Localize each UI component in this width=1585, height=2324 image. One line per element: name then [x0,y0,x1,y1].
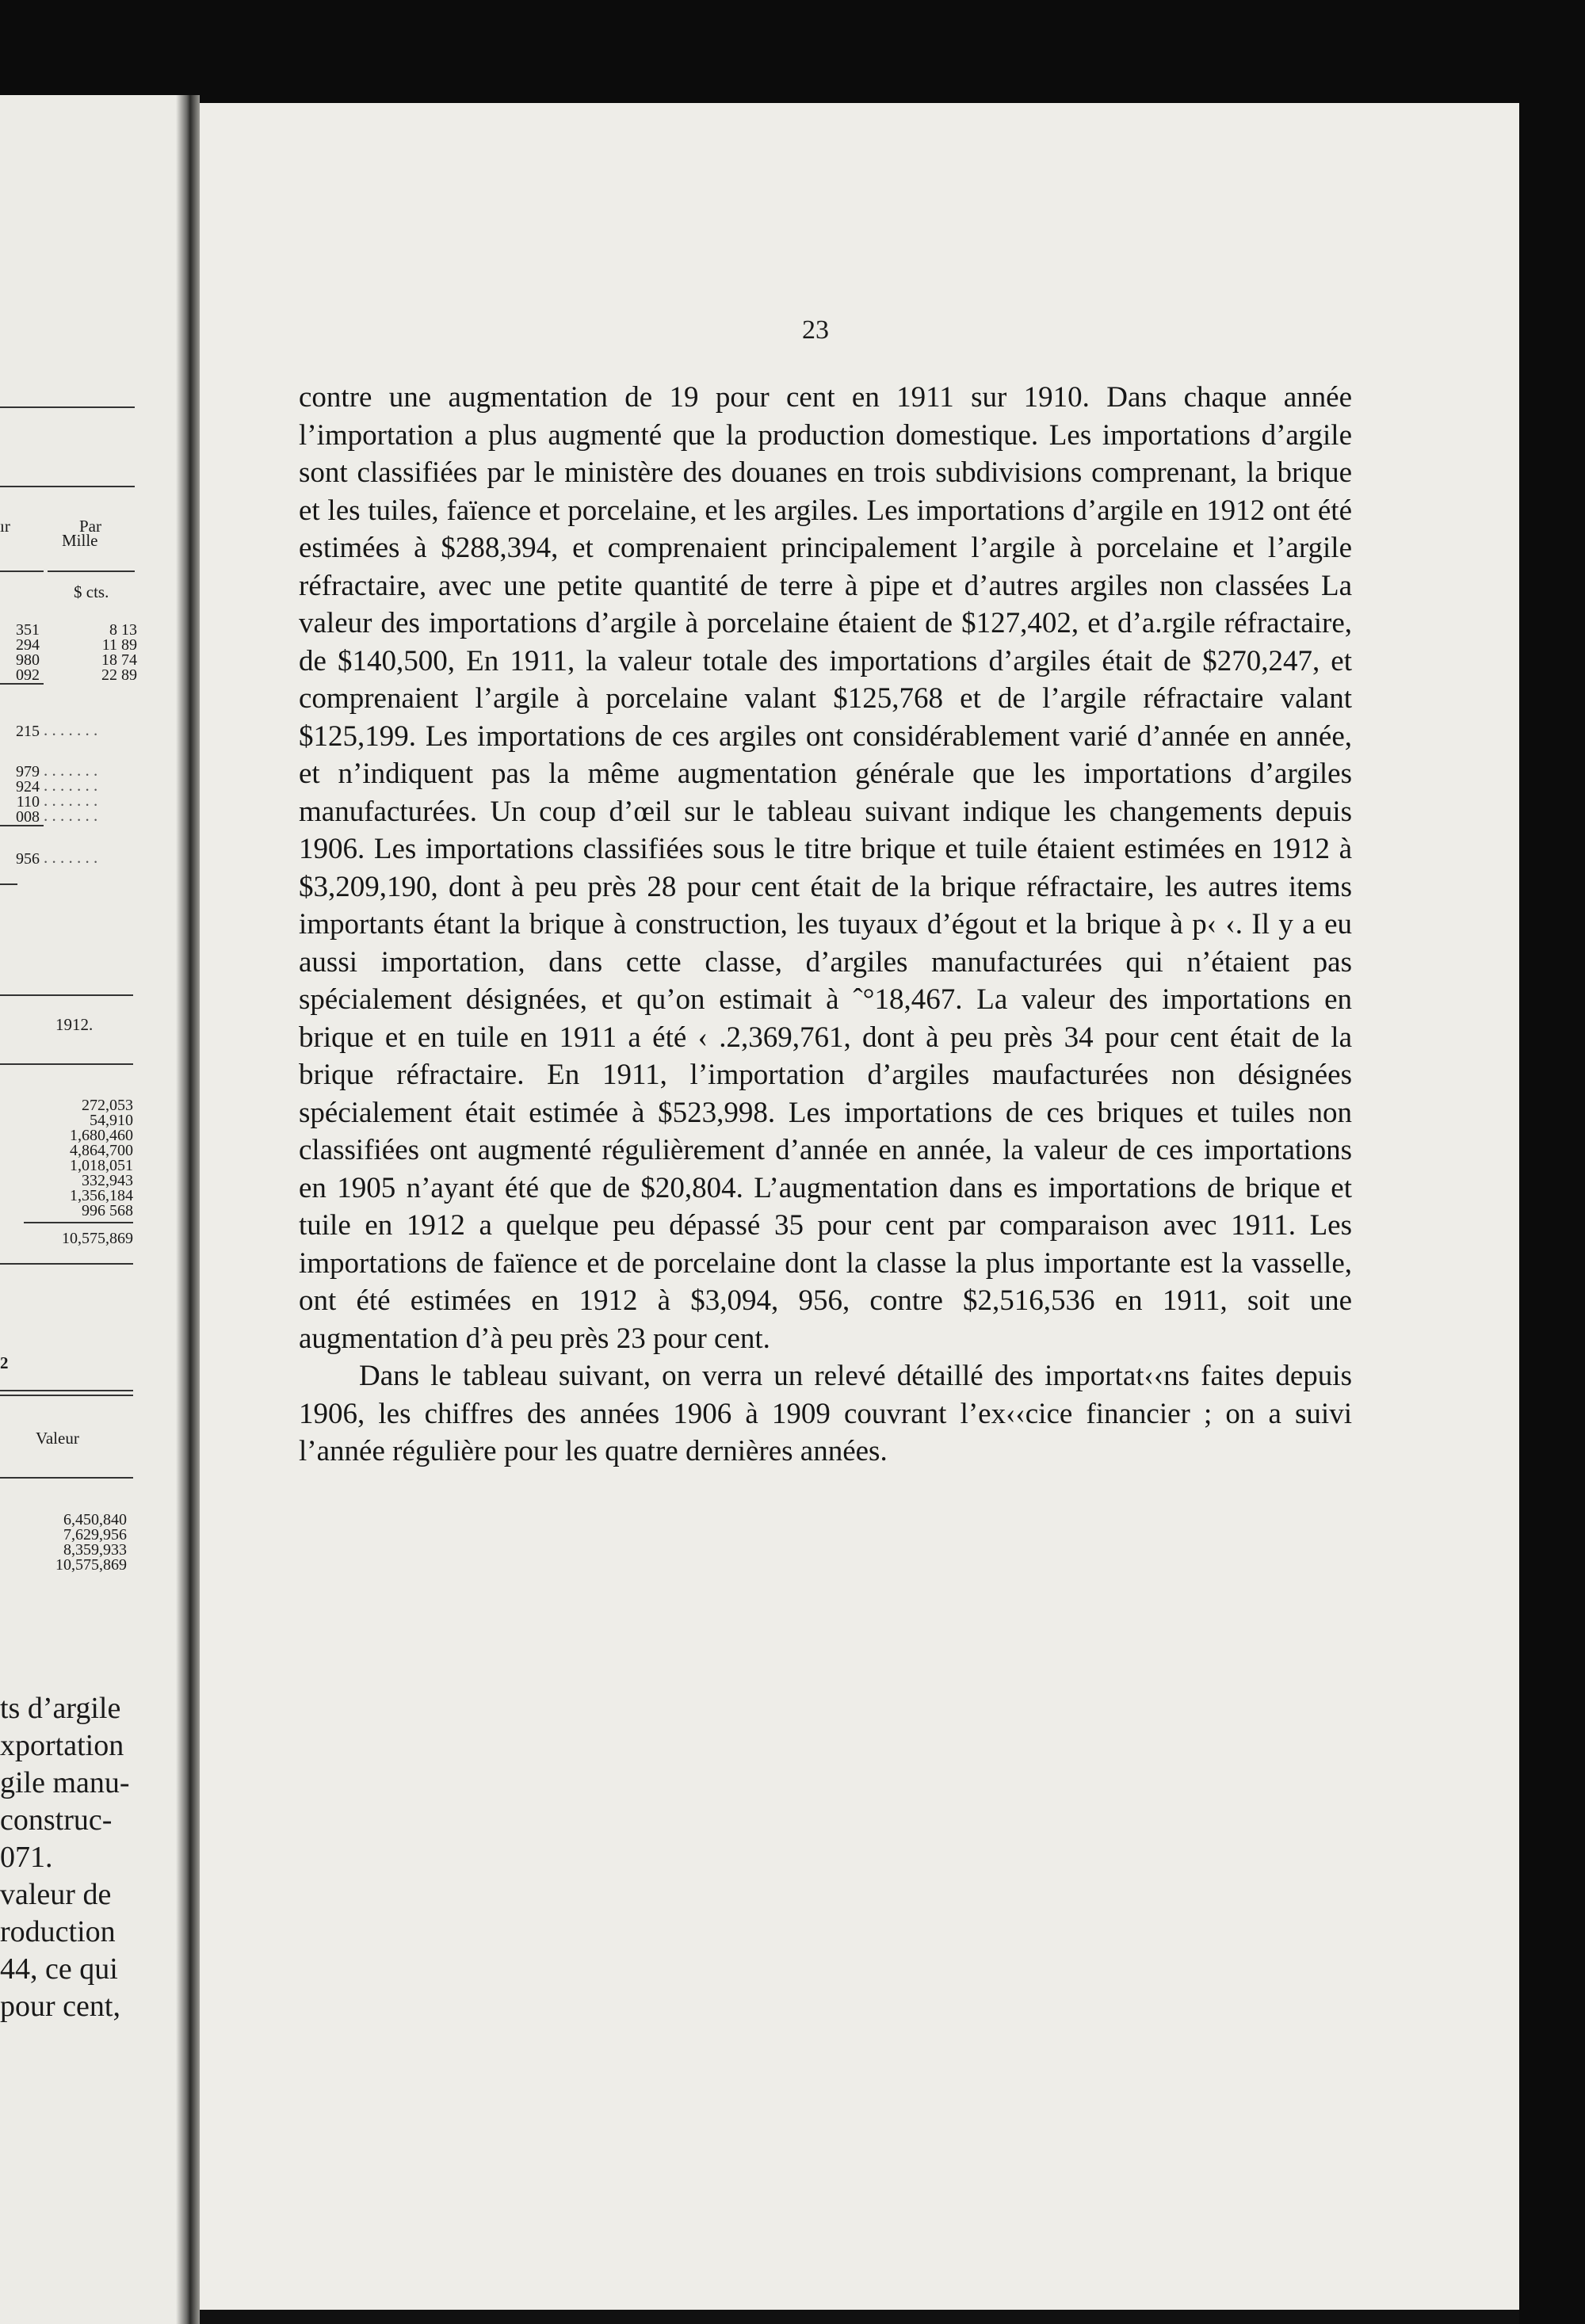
left-unit-row: $ cts. [74,582,109,601]
left-cell: 4,864,700 [70,1142,133,1159]
left-cell: 8 13 [109,621,137,639]
left-cell: 979 [16,763,40,780]
left-leader-dots: . . . . . . . [44,761,98,780]
left-cell: 008 [16,808,40,826]
left-facing-page [0,95,176,2324]
left-rule [0,486,135,487]
left-text-fragment: 071. [0,1841,53,1874]
paragraph: contre une augmentation de 19 pour cent en 1911 sur 1910. Dans chaque année l’importation a plus augmenté que la production domestique. Les importations d’argile sont classifiées par le ministère des douanes en trois subdivisions comprenant, la brique et les tuiles, faïence et porcelaine, et les argiles. Les importations d’argile en 1912 ont été estimées à $288,394, et comprenaient principalement l’argile à porcelaine et l’argile réfractaire, avec une petite quantité de terre à pipe et d’autres argiles non classées La valeur des importations d’argile à porcelaine étaient de $127,402, et d’a.rgile réfractaire, de $140,500, En 1911, la valeur totale des importations d’argiles était de $270,247, et comprenaient l’argile à porcelaine valant $125,768 et de l’argile réfractaire valant $125,199. Les importations de ces argiles ont considérablement varié d’année en année, et n’indiquent pas la même augmentation générale que les importations d’argiles manufacturées. Un coup d’œil sur le tableau suivant indique les changements depuis 1906. Les importations classifiées sous le titre brique et tuile étaient estimées en 1912 à $3,209,190, dont à peu près 28 pour cent était de la brique réfractaire, les autres items importants étant la brique à construction, les tuyaux d’égout et la brique à p‹ ‹. Il y a eu aussi importation, dans cette classe, d’argiles manufacturées qui n’étaient pas spécialement désignées, et qu’on estimait à ˆ°18,467. La valeur des importations en brique et en tuile en 1911 a été ‹ .2,369,761, dont à peu près 34 pour cent était de la brique réfractaire. En 1911, l’importation d’argiles maufacturées non désignées spécialement était estimée à $523,998. Les importations de ces briques et tuiles non classifiées ont augmenté régulièrement d’année en année, la valeur de ces importations en 1905 n’ayant été que de $20,804. L’augmentation dans es importations de brique et tuile en 1912 a quelque peu dépassé 35 pour cent par comparaison avec 1911. Les importations de faïence et de porcelaine dont la classe la plus importante est la vasselle, ont été estimées en 1912 à $3,094, 956, contre $2,516,536 en 1911, soit une augmentation d’à peu près 23 pour cent. [299,381,1352,1355]
left-cell: 215 [16,723,40,740]
left-cell: 6,450,840 [63,1511,127,1528]
left-year-header: 1912. [55,1015,94,1034]
left-cell: 1,680,460 [70,1127,133,1144]
left-rule [0,994,133,996]
left-fragment: 2 [0,1353,9,1372]
left-text-fragment: valeur de [0,1878,112,1911]
left-header-par: Par [79,517,101,536]
left-rule [24,1222,133,1223]
left-rule [0,1390,133,1391]
left-cell: 8,359,933 [63,1541,127,1559]
left-leader-dots: . . . . . . . [44,776,98,795]
left-cell: 092 [16,666,40,684]
left-cell: 110 [16,793,40,811]
left-text-fragment: 44, ce qui [0,1952,118,1986]
body-text [299,379,1352,1471]
page-number: 23 [802,315,829,345]
left-leader-dots: . . . . . . . [44,806,98,825]
left-cell: 996 568 [82,1202,133,1219]
left-rule [0,1395,133,1396]
left-cell: 10,575,869 [62,1230,133,1247]
left-cell: 332,943 [82,1172,133,1189]
left-cell: 11 89 [101,636,137,654]
left-text-fragment: ts d’argile [0,1692,121,1725]
left-text-fragment: xportation [0,1729,124,1762]
left-cell: 54,910 [90,1112,133,1129]
left-rule [0,683,44,685]
left-cell: 924 [16,778,40,796]
left-text-fragment: gile manu- [0,1766,130,1799]
left-cell: 956 [16,850,40,868]
left-rule [0,883,17,885]
left-valeur-header: Valeur [36,1429,79,1448]
paragraph: Dans le tableau suivant, on verra un relevé détaillé des importat‹‹ns faites depuis 1906, les chiffres des années 1906 à 1909 couvrant l’ex‹‹cice financier ; on a suivi l’année régulière pour les quatre dernières années. [299,1360,1352,1467]
left-cell: 272,053 [82,1097,133,1114]
left-leader-dots: . . . . . . . [44,720,98,739]
left-cell: 10,575,869 [55,1556,127,1574]
left-rule [0,825,44,826]
left-cell: 980 [16,651,40,669]
left-text-fragment: roduction [0,1915,116,1948]
left-cell: 1,018,051 [70,1157,133,1174]
page-bottom-edge [200,2310,1519,2324]
book-gutter [176,95,200,2324]
left-cell: 1,356,184 [70,1187,133,1204]
left-leader-dots: . . . . . . . [44,848,98,867]
left-rule [0,1063,133,1065]
left-cell: 18 74 [101,651,137,669]
left-header-mille: Mille [62,531,98,550]
left-text-fragment: construc- [0,1803,113,1837]
left-cell: 22 89 [101,666,137,684]
left-header-fragment: ır [0,517,10,536]
left-cell: 7,629,956 [63,1526,127,1544]
left-rule [0,571,44,572]
left-text-fragment: pour cent, [0,1990,120,2023]
left-rule [0,1477,133,1479]
left-rule [0,406,135,408]
left-rule [48,571,135,572]
left-cell: 351 [16,621,40,639]
left-cell: 294 [16,636,40,654]
left-rule [0,1263,133,1265]
left-leader-dots: . . . . . . . [44,791,98,810]
